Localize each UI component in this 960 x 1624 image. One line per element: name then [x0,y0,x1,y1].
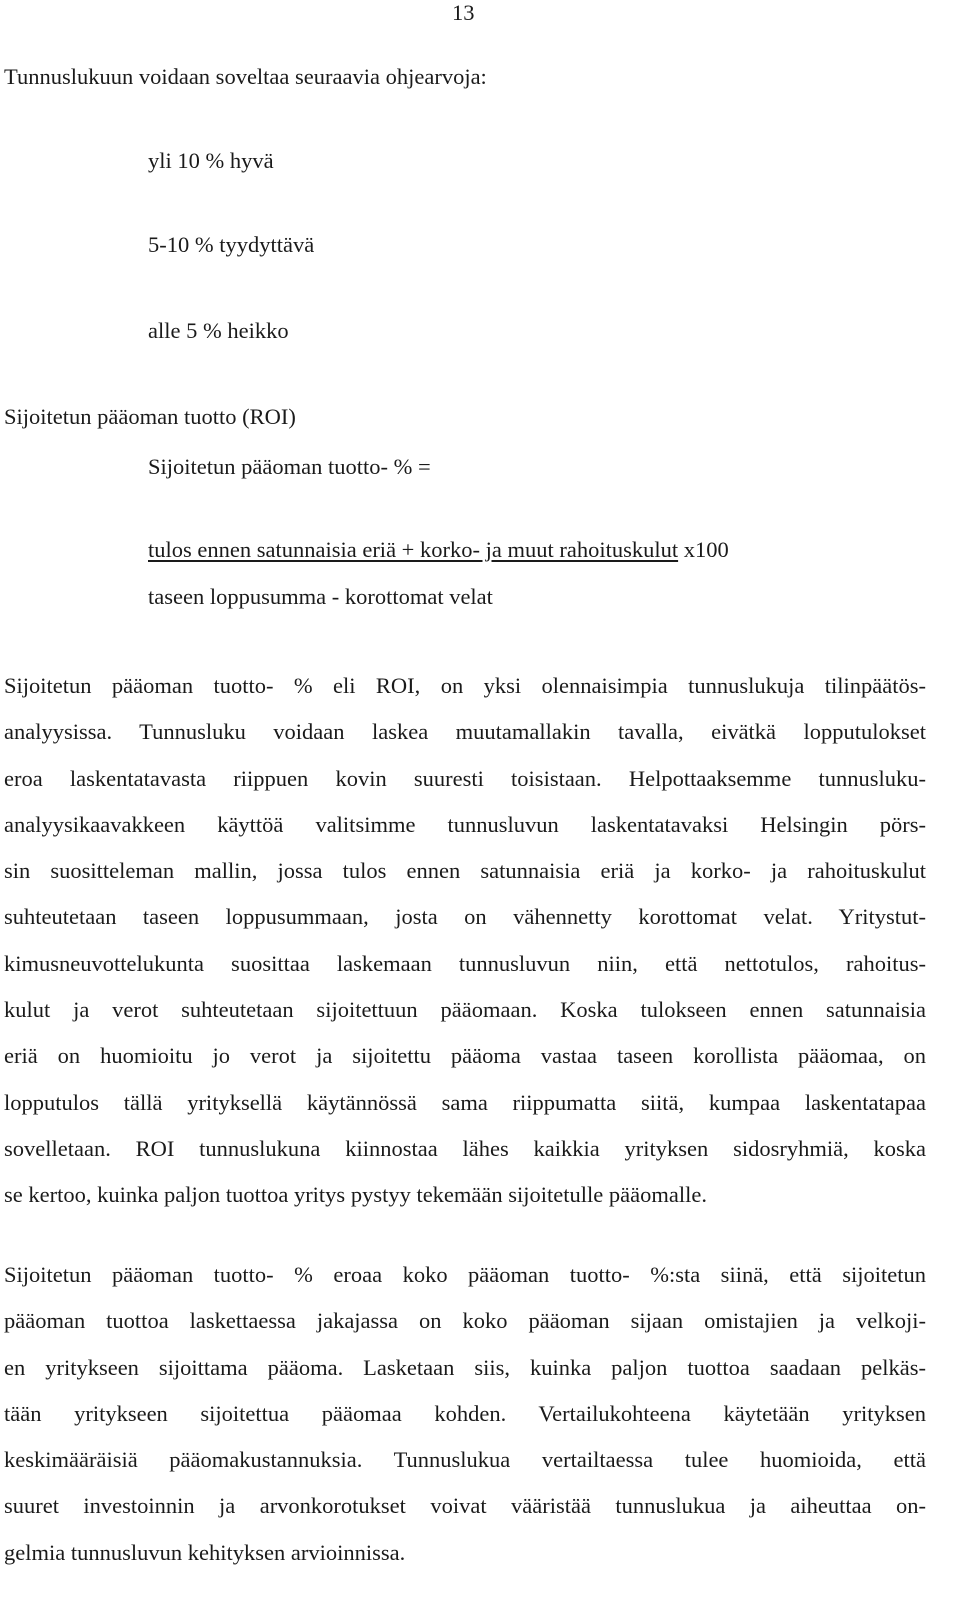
paragraph-1-line: kulut ja verot suhteutetaan sijoitettuun pääomaan. Koska tulokseen ennen satunnaisia [4,997,926,1023]
paragraph-1-line: analyysikaavakkeen käyttöä valitsimme tunnusluvun laskentatavaksi Helsingin pörs- [4,811,926,837]
paragraph-2-line: suuret investoinnin ja arvonkorotukset voivat vääristää tunnuslukua ja aiheuttaa on- [4,1493,926,1519]
paragraph-2-line: tään yritykseen sijoitettua pääomaa kohden. Vertailukohteena käytetään yrityksen [4,1400,926,1426]
intro-text: Tunnuslukuun voidaan soveltaa seuraavia ohjearvoja: [4,64,487,89]
paragraph-1-line: eriä on huomioitu jo verot ja sijoitettu pääoma vastaa taseen korollista pääomaa, on [4,1043,926,1069]
paragraph-1-line: suhteutetaan taseen loppusummaan, josta on vähennetty korottomat velat. Yritystut- [4,904,926,930]
paragraph-2-line: pääoman tuottoa laskettaessa jakajassa on koko pääoman sijaan omistajien ja velkoji- [4,1308,926,1334]
paragraph-1-line: sin suositteleman mallin, jossa tulos ennen satunnaisia eriä ja korko- ja rahoituskulut [4,858,926,884]
guideline-satisfactory: 5-10 % tyydyttävä [148,232,315,257]
paragraph-1-line: se kertoo, kuinka paljon tuottoa yritys pystyy tekemään sijoitetulle pääomalle. [4,1182,707,1208]
formula-multiplier: x100 [683,537,729,562]
paragraph-1-line: analyysissa. Tunnusluku voidaan laskea muutamallakin tavalla, eivätkä lopputulokset [4,719,926,745]
formula-denominator: taseen loppusumma - korottomat velat [148,584,493,609]
guideline-weak: alle 5 % heikko [148,318,289,343]
paragraph-2-line: en yritykseen sijoittama pääoma. Lasketaan siis, kuinka paljon tuottoa saadaan pelkäs- [4,1354,926,1380]
paragraph-2-line: gelmia tunnusluvun kehityksen arvioinnissa. [4,1539,406,1565]
paragraph-2-line: Sijoitetun pääoman tuotto- % eroaa koko pääoman tuotto- %:sta siinä, että sijoitetun [4,1262,926,1287]
paragraph-1-line: sovelletaan. ROI tunnuslukuna kiinnostaa lähes kaikkia yrityksen sidosryhmiä, koska [4,1135,926,1161]
paragraph-2 [4,1252,926,1576]
paragraph-1-line: lopputulos tällä yrityksellä käytännössä sama riippumatta siitä, kumpaa laskentatapaa [4,1089,926,1115]
paragraph-1-line: Sijoitetun pääoman tuotto- % eli ROI, on yksi olennaisimpia tunnuslukuja tilinpäätös- [4,673,926,698]
formula-numerator: tulos ennen satunnaisia eriä + korko- ja muut rahoituskulut [148,537,679,562]
paragraph-1-line: eroa laskentatavasta riippuen kovin suuresti toisistaan. Helpottaaksemme tunnusluku- [4,765,926,791]
paragraph-2-line: keskimääräisiä pääomakustannuksia. Tunnuslukua vertailtaessa tulee huomioida, että [4,1447,926,1473]
page-number: 13 [452,0,475,25]
paragraph-1-line: kimusneuvottelukunta suosittaa laskemaan tunnusluvun niin, että nettotulos, rahoitus- [4,950,926,976]
formula-label: Sijoitetun pääoman tuotto- % = [148,454,431,479]
guideline-good: yli 10 % hyvä [148,148,274,173]
section-heading: Sijoitetun pääoman tuotto (ROI) [4,404,296,429]
formula-numerator-row [148,537,729,563]
paragraph-1 [4,663,926,1219]
